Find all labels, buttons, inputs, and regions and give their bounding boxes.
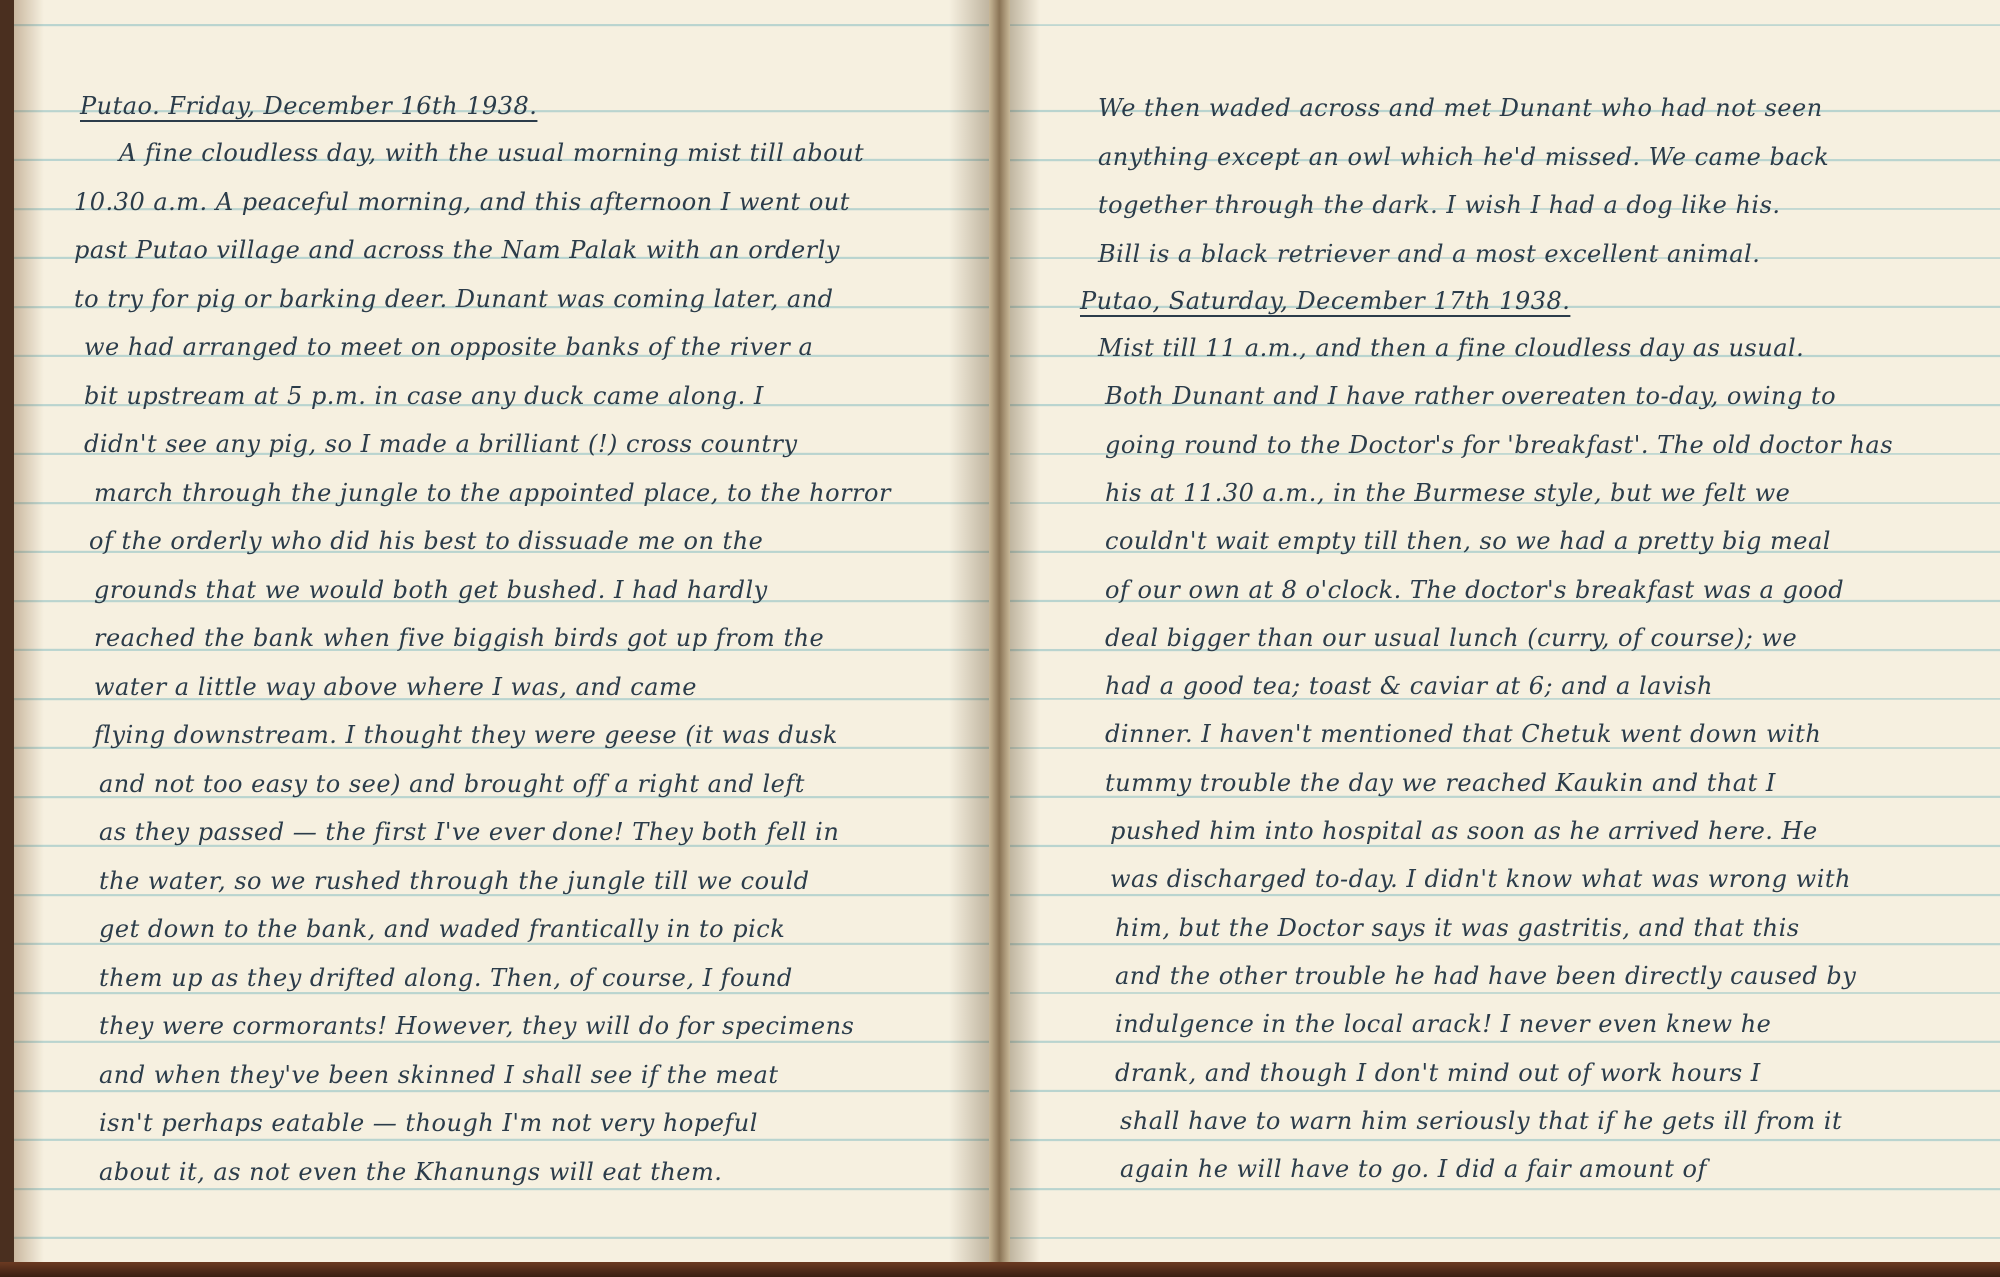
handwritten-line: didn't see any pig, so I made a brilliant (!) cross country [84,430,798,458]
handwritten-line: of our own at 8 o'clock. The doctor's breakfast was a good [1105,575,1845,604]
handwritten-line: we had arranged to meet on opposite banks of the river a [84,333,814,361]
handwritten-line: them up as they drifted along. Then, of course, I found [99,963,793,992]
handwritten-line: water a little way above where I was, and came [94,672,697,701]
handwritten-line: We then waded across and met Dunant who had not seen [1098,94,1823,122]
handwritten-line: they were cormorants! However, they will do for specimens [99,1012,855,1040]
handwritten-line: anything except an owl which he'd missed. We came back [1098,142,1830,171]
handwritten-line: indulgence in the local arack! I never even knew he [1115,1010,1772,1039]
handwritten-line: deal bigger than our usual lunch (curry, of course); we [1105,623,1798,652]
handwritten-line: drank, and though I don't mind out of work hours I [1115,1058,1761,1087]
handwritten-line: dinner. I haven't mentioned that Chetuk went down with [1105,720,1822,749]
handwritten-line: together through the dark. I wish I had a dog like his. [1098,191,1781,219]
left-page [14,0,990,1262]
handwritten-line: his at 11.30 a.m., in the Burmese style, but we felt we [1105,478,1791,507]
handwritten-line: isn't perhaps eatable — though I'm not very hopeful [99,1109,758,1137]
handwritten-line: as they passed — the first I've ever done! They both fell in [99,818,840,846]
handwritten-line: flying downstream. I thought they were geese (it was dusk [94,721,838,749]
handwritten-line: the water, so we rushed through the jungle till we could [99,866,810,895]
book-cover-edge [0,1262,2000,1277]
handwritten-line: of the orderly who did his best to dissuade me on the [89,527,764,555]
handwritten-line: get down to the bank, and waded frantically in to pick [99,915,786,943]
handwritten-line: going round to the Doctor's for 'breakfast'. The old doctor has [1105,430,1894,459]
handwritten-line: Bill is a black retriever and a most excellent animal. [1098,239,1761,268]
handwritten-line: him, but the Doctor says it was gastritis, and that this [1115,913,1800,942]
handwritten-line: tummy trouble the day we reached Kaukin and that I [1105,768,1776,797]
handwritten-line: again he will have to go. I did a fair amount of [1120,1155,1707,1184]
handwritten-line: Mist till 11 a.m., and then a fine cloudless day as usual. [1098,334,1805,362]
handwritten-line: 10.30 a.m. A peaceful morning, and this afternoon I went out [74,187,850,216]
handwritten-line: past Putao village and across the Nam Palak with an orderly [74,236,840,264]
handwritten-line: pushed him into hospital as soon as he arrived here. He [1110,817,1818,845]
handwritten-line: bit upstream at 5 p.m. in case any duck came along. I [84,381,764,410]
handwritten-line: about it, as not even the Khanungs will eat them. [99,1157,723,1186]
handwritten-line: and when they've been skinned I shall see if the meat [99,1060,779,1089]
handwritten-line: and not too easy to see) and brought off a right and left [99,769,805,798]
handwritten-line: A fine cloudless day, with the usual morning mist till about [119,139,865,167]
handwritten-line: march through the jungle to the appointed place, to the horror [94,478,891,507]
right-page [1010,0,2000,1262]
handwritten-line: and the other trouble he had have been directly caused by [1115,961,1857,990]
handwritten-line: reached the bank when five biggish birds got up from the [94,624,825,652]
handwritten-line: shall have to warn him seriously that if he gets ill from it [1120,1106,1843,1135]
handwritten-line: to try for pig or barking deer. Dunant was coming later, and [74,284,834,313]
handwritten-line: had a good tea; toast & caviar at 6; and a lavish [1105,672,1713,701]
entry-heading-dec-16: Putao. Friday, December 16th 1938. [80,92,538,120]
book-gutter [989,0,1010,1262]
handwritten-line: grounds that we would both get bushed. I had hardly [94,575,768,604]
handwritten-line: couldn't wait empty till then, so we had a pretty big meal [1105,527,1831,556]
entry-heading-dec-17: Putao, Saturday, December 17th 1938. [1080,287,1571,315]
handwritten-line: Both Dunant and I have rather overeaten to-day, owing to [1105,382,1837,411]
handwritten-line: was discharged to-day. I didn't know what was wrong with [1110,865,1851,894]
